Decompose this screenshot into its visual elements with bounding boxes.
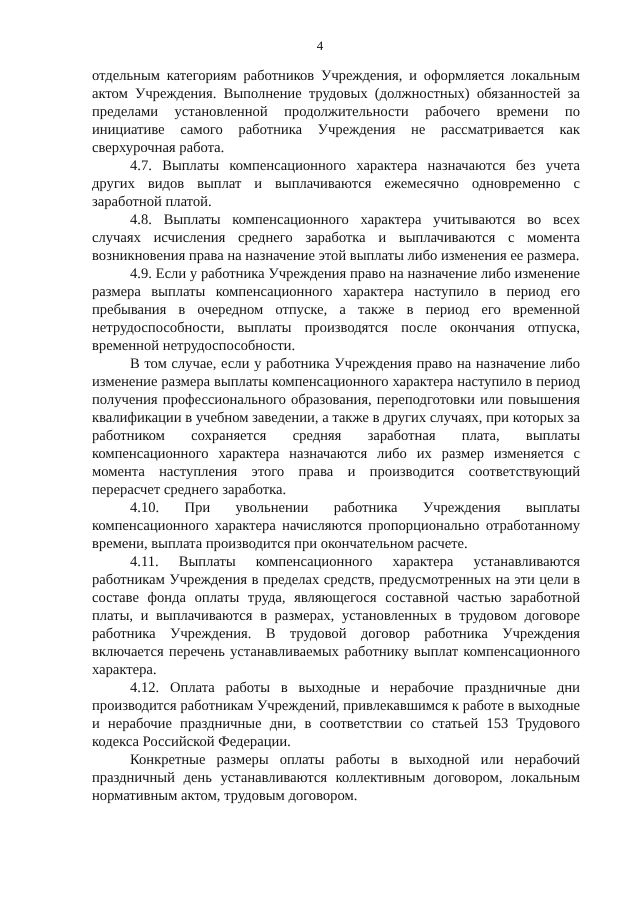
paragraph-4-11: 4.11. Выплаты компенсационного характера устанавливаются работникам Учреждения в пределах средств, предусмотренных на эти цели в составе фонда оплаты труда, являющегося составной частью заработной платы, и выплачиваются в размерах, установленных в трудовом договоре работника Учреждения. В трудовой договор работника Учреждения включается перечень устанавливаемых работнику выплат компенсационного характера. xyxy=(92,554,580,678)
paragraph-4-9-continued: В том случае, если у работника Учреждения право на назначение либо изменение размера выплаты компенсационного характера наступило в период получения профессионального образования, переподготовки или повышения квалификации в учебном заведении, а также в других случаях, при которых за работником сохраняется средняя заработная плата, выплаты компенсационного характера назначаются либо их размер изменяется с момента наступления этого права и производится соответствующий перерасчет среднего заработка. xyxy=(92,356,580,498)
paragraph-4-7: 4.7. Выплаты компенсационного характера назначаются без учета других видов выплат и выплачиваются ежемесячно одновременно с заработной платой. xyxy=(92,158,580,210)
paragraph-4-9: 4.9. Если у работника Учреждения право на назначение либо изменение размера выплаты компенсационного характера наступило в период его пребывания в очередном отпуске, а также в период его временной нетрудоспособности, выплаты производятся после окончания отпуска, временной нетрудоспособности. xyxy=(92,266,580,354)
paragraph-continuation: отдельным категориям работников Учреждения, и оформляется локальным актом Учреждения. Выполнение трудовых (должностных) обязанностей за пределами установленной продолжительности рабочего времени по инициативе самого работника Учреждения не рассматривается как сверхурочная работа. xyxy=(92,68,580,156)
paragraph-4-12-continued: Конкретные размеры оплаты работы в выходной или нерабочий праздничный день устанавливаются коллективным договором, локальным нормативным актом, трудовым договором. xyxy=(92,752,580,804)
paragraph-4-8: 4.8. Выплаты компенсационного характера учитываются во всех случаях исчисления среднего заработка и выплачиваются с момента возникновения права на назначение этой выплаты либо изменения ее размера. xyxy=(92,212,580,264)
paragraph-4-12: 4.12. Оплата работы в выходные и нерабочие праздничные дни производится работникам Учреждений, привлекавшимся к работе в выходные и нерабочие праздничные дни, в соответствии со статьей 153 Трудового кодекса Российской Федерации. xyxy=(92,680,580,750)
body-text xyxy=(92,67,580,805)
paragraph-4-10: 4.10. При увольнении работника Учреждения выплаты компенсационного характера начисляются пропорционально отработанному времени, выплата производится при окончательном расчете. xyxy=(92,500,580,552)
page-number: 4 xyxy=(316,38,324,53)
